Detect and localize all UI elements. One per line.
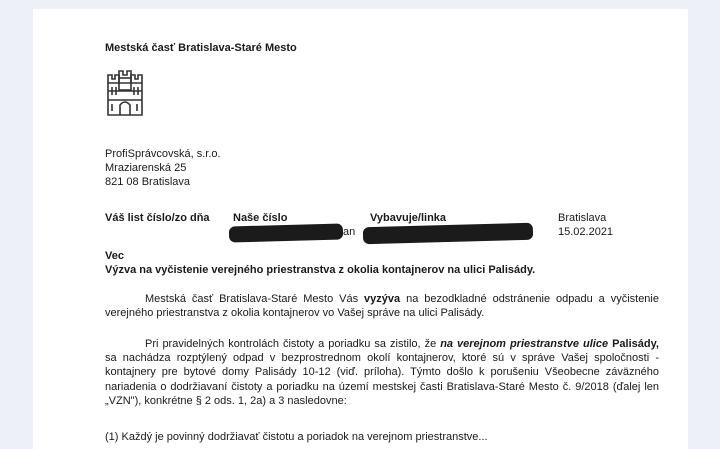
place: Bratislava xyxy=(558,212,607,224)
cut-off-text: (1) Každý je povinný dodržiavať čistotu a poriadok na verejnom priestranstve... xyxy=(105,431,488,443)
cut-off-line xyxy=(105,426,488,443)
subject-title: Výzva na vyčistenie verejného priestranstva z okolia kontajnerov na ulici Palisády. xyxy=(105,264,536,276)
paragraph-2 xyxy=(105,337,659,408)
redaction-handled-by xyxy=(363,223,533,244)
our-number-label: Naše číslo xyxy=(233,212,288,224)
our-number-fragment: an xyxy=(343,226,356,238)
letter-date: 15.02.2021 xyxy=(558,226,614,238)
org-name: Mestská časť Bratislava-Staré Mesto xyxy=(105,42,297,54)
subject-label: Vec xyxy=(105,250,124,262)
recipient-city: 821 08 Bratislava xyxy=(105,176,190,188)
handled-by-label: Vybavuje/linka xyxy=(370,212,447,224)
letter-page xyxy=(33,9,688,449)
recipient-street: Mraziarenská 25 xyxy=(105,162,187,174)
p1-text-c: na bezodkladné odstránenie odpadu a vyčistenie verejného priestranstva z okolia kontajnerov vo Vašej správe na ulici Palisády. xyxy=(105,293,659,320)
recipient-name: ProfiSprávcovská, s.r.o. xyxy=(105,148,221,160)
your-letter-label: Váš list číslo/zo dňa xyxy=(105,212,210,224)
paragraph-1 xyxy=(105,292,659,320)
p1-text-a: Mestská časť Bratislava-Staré Mesto Vás xyxy=(145,293,365,305)
city-castle-crest-icon xyxy=(106,69,144,119)
p2-text-d: sa nachádza rozptýlený odpad v bezprostrednom okolí kontajnerov, ktoré sú v správe Vašej spoločnosti - kontajnery pre bytové domy Palisády 10-12 (viď. príloha). Týmto došlo k porušeniu Všeobecne záväzného nariadenia o dodržiavaní čistoty a poriadku na území mestskej časti Bratislava-Staré Mesto č. 9/2018 (ďalej len „VZN"), konkrétne § 2 ods. 1, 2a) a 3 nasledovne: xyxy=(105,352,659,407)
redaction-our-number xyxy=(229,224,343,243)
p1-emphasis: vyzýva xyxy=(364,293,401,305)
p2-text-a: Pri pravidelných kontrolách čistoty a poriadku sa zistilo, že xyxy=(145,338,441,350)
p2-emphasis-location: na verejnom priestranstve ulice xyxy=(440,338,609,350)
p2-emphasis-street: Palisády, xyxy=(612,338,659,350)
